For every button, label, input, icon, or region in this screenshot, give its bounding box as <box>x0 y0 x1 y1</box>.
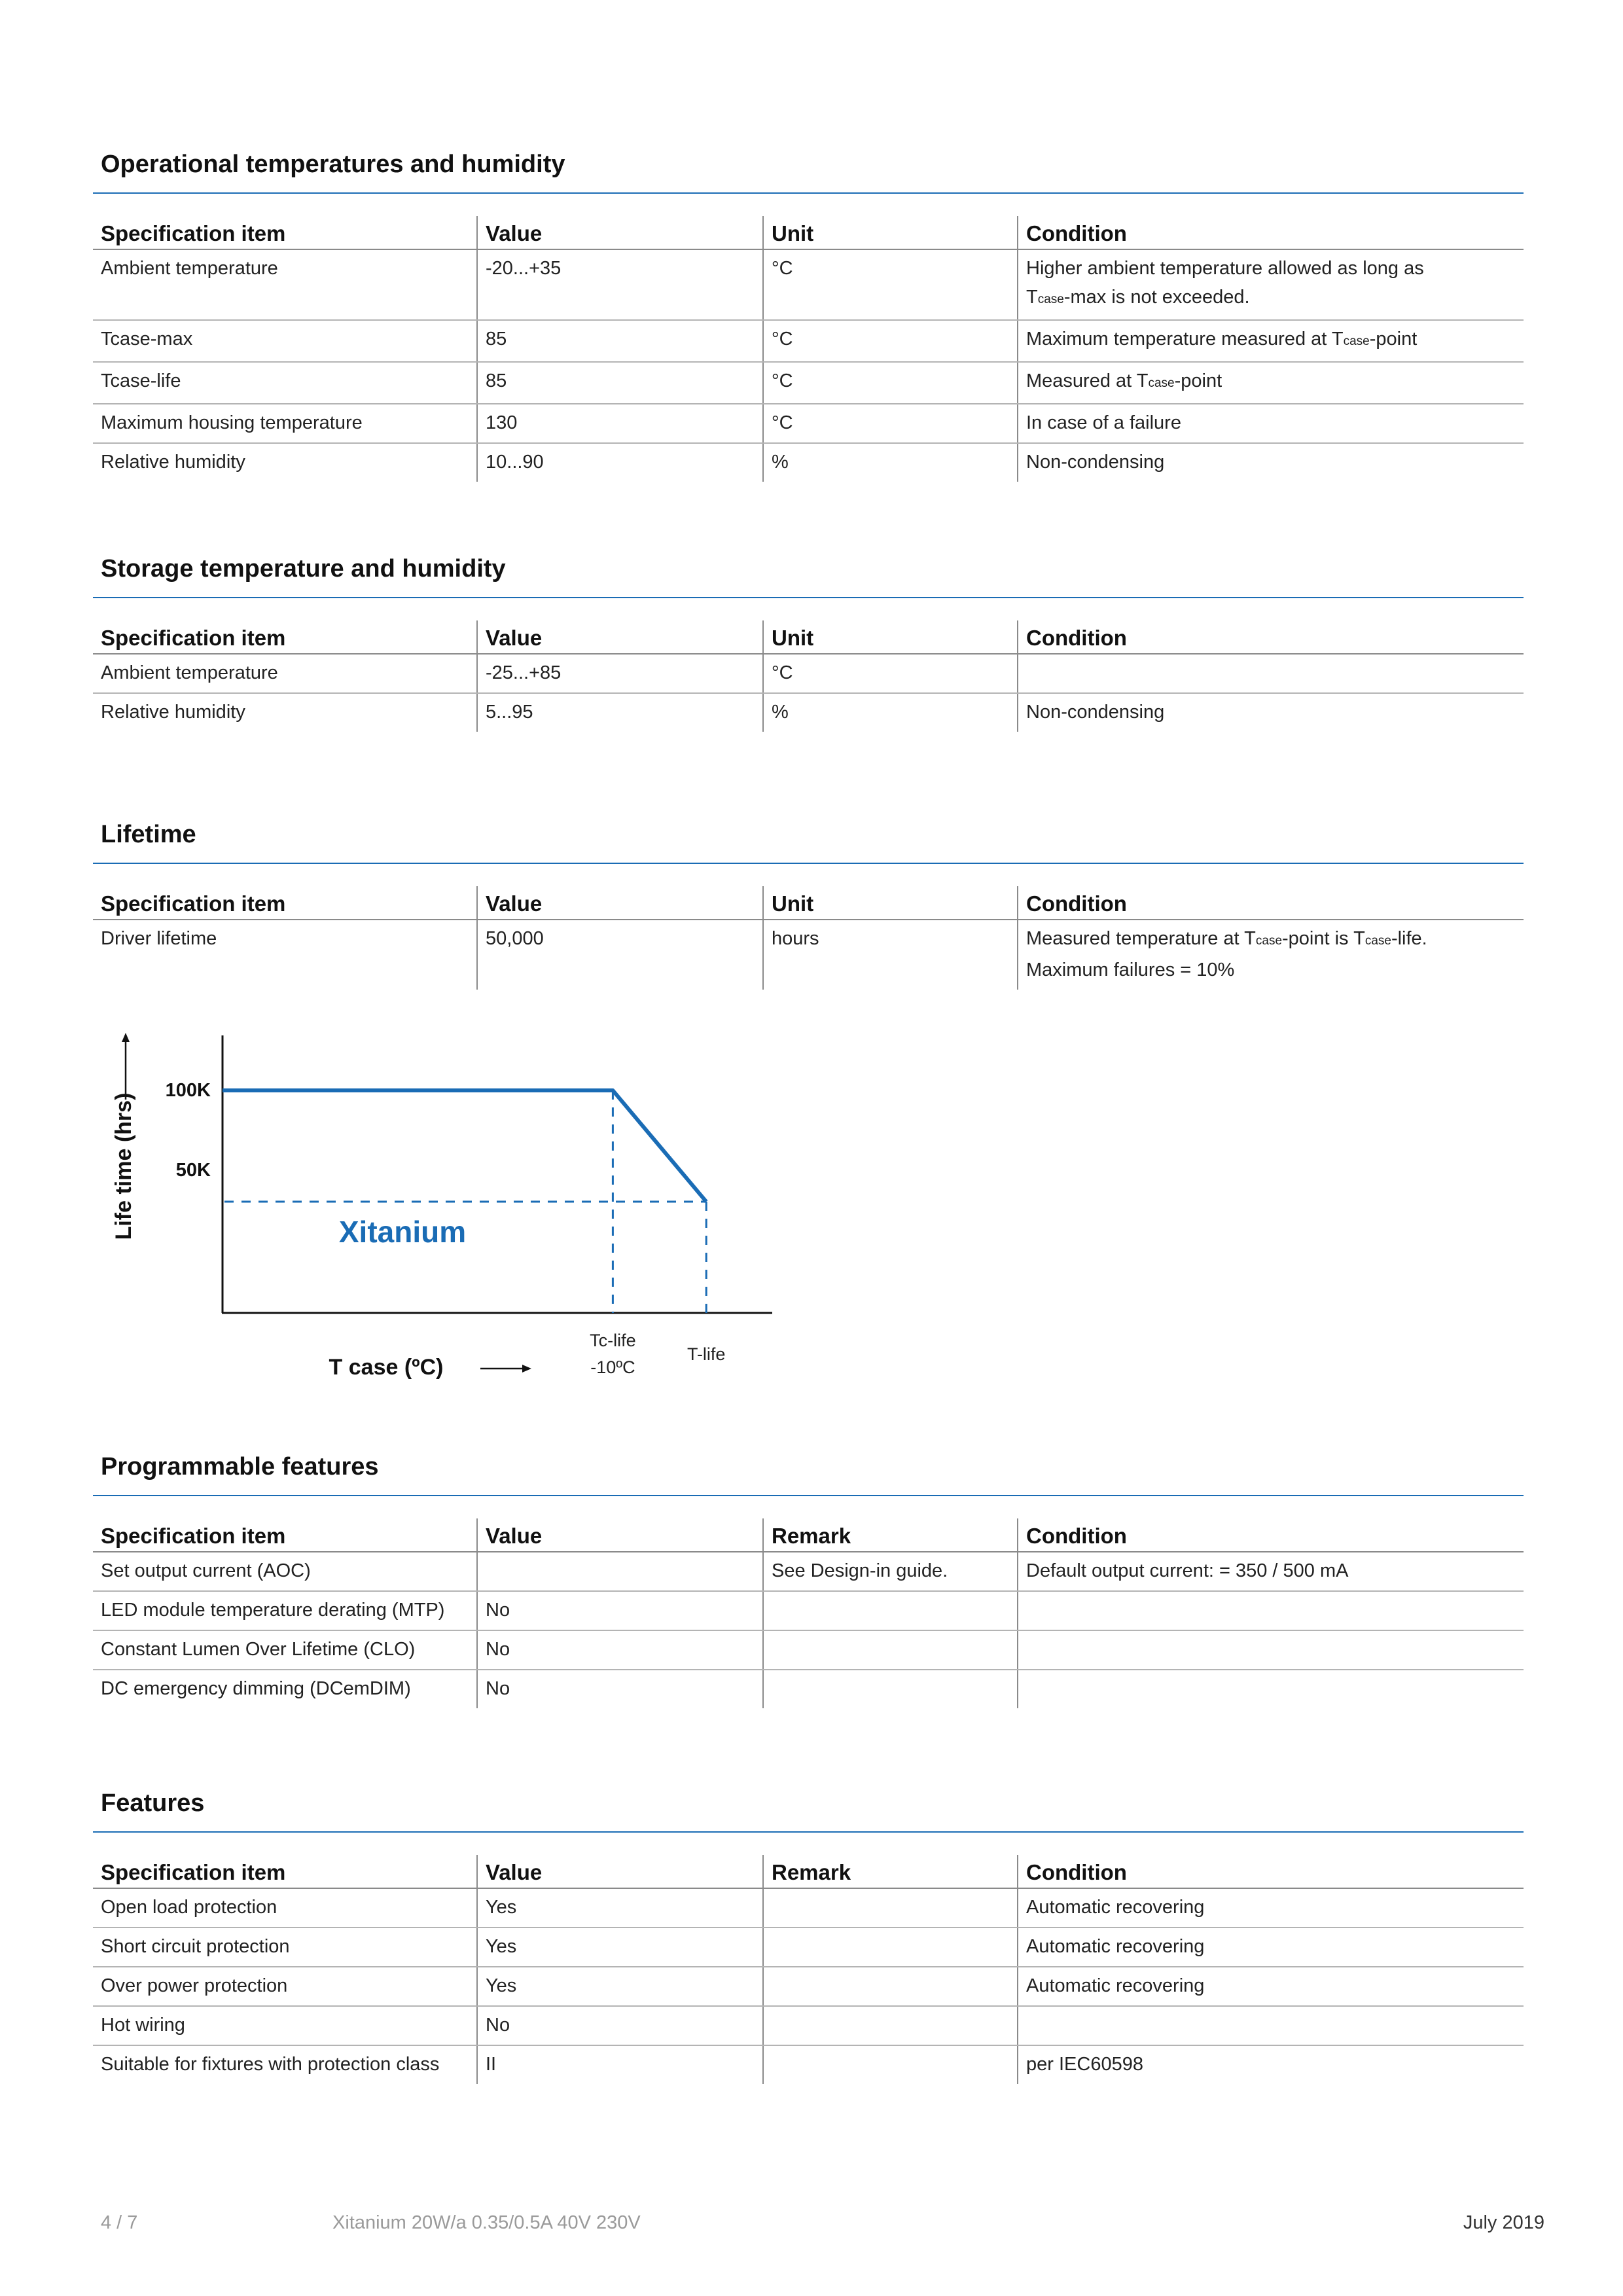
y-tick-label: 100K <box>165 1080 211 1101</box>
table-row <box>93 654 1524 693</box>
column-header: Unit <box>763 886 1018 920</box>
cell: per IEC60598 <box>1018 2045 1524 2084</box>
table-row <box>93 249 1524 320</box>
cell-text: -life. <box>1391 928 1427 949</box>
cell <box>1018 320 1524 362</box>
x-axis-title: T case (ºC) <box>329 1355 444 1380</box>
section-divider <box>93 863 1524 864</box>
subscript: case <box>1364 934 1391 948</box>
section-divider <box>93 597 1524 598</box>
cell <box>763 1967 1018 2006</box>
cell-text: Maximum failures = 10% <box>1026 960 1235 980</box>
cell <box>1018 920 1524 990</box>
cell: 5...95 <box>477 693 763 732</box>
cell: Automatic recovering <box>1018 1888 1524 1928</box>
footer-date: July 2019 <box>1463 2212 1544 2233</box>
cell-text: -max is not exceeded. <box>1063 287 1250 308</box>
cell <box>763 1928 1018 1967</box>
cell <box>1018 1670 1524 1708</box>
cell: Tcase-life <box>93 362 477 404</box>
section-title: Programmable features <box>101 1453 379 1480</box>
y-axis-title-group <box>111 1033 136 1240</box>
storage-table <box>93 620 1524 732</box>
cell: °C <box>763 320 1018 362</box>
table-row <box>93 693 1524 732</box>
column-header: Remark <box>763 1855 1018 1888</box>
column-header: Value <box>477 620 763 654</box>
table-row <box>93 1670 1524 1708</box>
cell: No <box>477 1630 763 1670</box>
table-row <box>93 1630 1524 1670</box>
section-operational <box>93 149 1524 482</box>
section-title: Operational temperatures and humidity <box>101 151 565 178</box>
footer-product-name: Xitanium 20W/a 0.35/0.5A 40V 230V <box>332 2212 641 2233</box>
cell: Maximum housing temperature <box>93 404 477 443</box>
cell <box>1018 362 1524 404</box>
cell <box>763 1888 1018 1928</box>
cell <box>763 2045 1018 2084</box>
column-header: Value <box>477 1855 763 1888</box>
x-tick-label: -10ºC <box>590 1357 635 1377</box>
cell-text: Measured at T <box>1026 370 1149 391</box>
column-header: Value <box>477 886 763 920</box>
column-header: Unit <box>763 620 1018 654</box>
cell: % <box>763 693 1018 732</box>
section-divider <box>93 1831 1524 1833</box>
cell: Tcase-max <box>93 320 477 362</box>
cell: Constant Lumen Over Lifetime (CLO) <box>93 1630 477 1670</box>
cell <box>1018 1591 1524 1630</box>
table-header-row <box>93 1855 1524 1888</box>
cell: °C <box>763 654 1018 693</box>
subscript: case <box>1037 293 1064 306</box>
column-header: Condition <box>1018 216 1524 249</box>
column-header: Value <box>477 216 763 249</box>
cell: Automatic recovering <box>1018 1928 1524 1967</box>
cell: Hot wiring <box>93 2006 477 2045</box>
cell: % <box>763 443 1018 482</box>
cell: 10...90 <box>477 443 763 482</box>
section-lifetime <box>93 819 1524 990</box>
cell: DC emergency dimming (DCemDIM) <box>101 1678 411 1699</box>
section-title: Features <box>101 1789 205 1817</box>
section-divider <box>93 192 1524 194</box>
subscript: case <box>1255 934 1283 948</box>
table-row <box>93 2045 1524 2084</box>
column-header: Remark <box>763 1518 1018 1552</box>
cell: Non-condensing <box>1018 443 1524 482</box>
cell: Relative humidity <box>101 452 245 473</box>
section-title: Lifetime <box>101 821 196 848</box>
subscript: case <box>1343 334 1370 348</box>
cell: 85 <box>477 362 763 404</box>
cell: Yes <box>477 1967 763 2006</box>
cell: °C <box>763 249 1018 320</box>
cell: Short circuit protection <box>93 1928 477 1967</box>
table-row <box>93 920 1524 990</box>
cell-text: Measured temperature at T <box>1026 928 1256 949</box>
cell-text: -point <box>1174 370 1222 391</box>
cell: LED module temperature derating (MTP) <box>93 1591 477 1630</box>
cell <box>763 2006 1018 2045</box>
column-header: Specification item <box>93 1518 477 1552</box>
cell <box>763 1630 1018 1670</box>
cell: °C <box>763 362 1018 404</box>
cell: Yes <box>477 1928 763 1967</box>
cell: Yes <box>477 1888 763 1928</box>
cell-text: T <box>1026 287 1038 308</box>
cell: Ambient temperature <box>93 249 477 320</box>
y-tick-label: 50K <box>175 1160 211 1181</box>
table-row <box>93 2006 1524 2045</box>
cell: Set output current (AOC) <box>93 1552 477 1591</box>
table-row <box>93 1552 1524 1591</box>
cell: °C <box>763 404 1018 443</box>
cell-text: Maximum temperature measured at T <box>1026 329 1344 350</box>
cell <box>763 1670 1018 1708</box>
table-header-row <box>93 216 1524 249</box>
column-header: Specification item <box>93 216 477 249</box>
section-title: Storage temperature and humidity <box>101 555 506 583</box>
cell <box>1018 2006 1524 2045</box>
cell: -25...+85 <box>477 654 763 693</box>
x-tick-label: Tc-life <box>590 1331 636 1350</box>
table-header-row <box>93 1518 1524 1552</box>
column-header: Specification item <box>93 620 477 654</box>
cell: No <box>477 2006 763 2045</box>
section-features <box>93 1788 1524 2084</box>
cell: Non-condensing <box>1018 693 1524 732</box>
cell <box>1018 654 1524 693</box>
cell: Automatic recovering <box>1018 1967 1524 2006</box>
cell: Over power protection <box>93 1967 477 2006</box>
column-header: Condition <box>1018 886 1524 920</box>
column-header: Condition <box>1018 1518 1524 1552</box>
cell: Driver lifetime <box>101 928 217 949</box>
section-divider <box>93 1495 1524 1496</box>
section-storage <box>93 554 1524 732</box>
cell: Relative humidity <box>101 702 245 723</box>
cell-text: -point is T <box>1282 928 1365 949</box>
table-row <box>93 443 1524 482</box>
table-header-row <box>93 886 1524 920</box>
lifetime-chart <box>98 1021 818 1388</box>
column-header: Specification item <box>93 1855 477 1888</box>
cell <box>1018 249 1524 320</box>
cell: Ambient temperature <box>93 654 477 693</box>
cell: 50,000 <box>477 920 763 990</box>
table-row <box>93 362 1524 404</box>
cell: No <box>477 1670 763 1708</box>
lifetime-series-line <box>223 1090 706 1202</box>
y-axis-arrow-head <box>122 1033 130 1042</box>
cell: II <box>477 2045 763 2084</box>
section-programmable <box>93 1452 1524 1708</box>
cell: Default output current: = 350 / 500 mA <box>1018 1552 1524 1591</box>
y-axis-title: Life time (hrs) <box>111 1092 136 1240</box>
subscript: case <box>1148 376 1175 390</box>
cell-text: -point <box>1369 329 1418 350</box>
cell: 130 <box>477 404 763 443</box>
x-axis-arrow-head <box>522 1365 531 1372</box>
column-header: Condition <box>1018 1855 1524 1888</box>
cell: Open load protection <box>93 1888 477 1928</box>
chart-annotation: Xitanium <box>338 1215 467 1249</box>
table-row <box>93 1967 1524 2006</box>
cell <box>763 1591 1018 1630</box>
table-header-row <box>93 620 1524 654</box>
cell: Suitable for fixtures with protection class <box>101 2054 440 2075</box>
table-row <box>93 320 1524 362</box>
x-tick-label: T-life <box>687 1344 726 1364</box>
table-row <box>93 1888 1524 1928</box>
column-header: Condition <box>1018 620 1524 654</box>
cell: See Design-in guide. <box>763 1552 1018 1591</box>
lifetime-table <box>93 886 1524 990</box>
features-table <box>93 1855 1524 2084</box>
column-header: Value <box>477 1518 763 1552</box>
table-row <box>93 404 1524 443</box>
column-header: Unit <box>763 216 1018 249</box>
programmable-table <box>93 1518 1524 1708</box>
cell: No <box>477 1591 763 1630</box>
cell: hours <box>763 920 1018 990</box>
table-row <box>93 1591 1524 1630</box>
table-row <box>93 1928 1524 1967</box>
cell: -20...+35 <box>477 249 763 320</box>
column-header: Specification item <box>93 886 477 920</box>
cell-text: Higher ambient temperature allowed as long as <box>1026 258 1424 279</box>
page-number: 4 / 7 <box>101 2212 138 2233</box>
cell: 85 <box>477 320 763 362</box>
operational-table <box>93 216 1524 482</box>
cell <box>477 1552 763 1591</box>
cell: In case of a failure <box>1018 404 1524 443</box>
cell <box>1018 1630 1524 1670</box>
